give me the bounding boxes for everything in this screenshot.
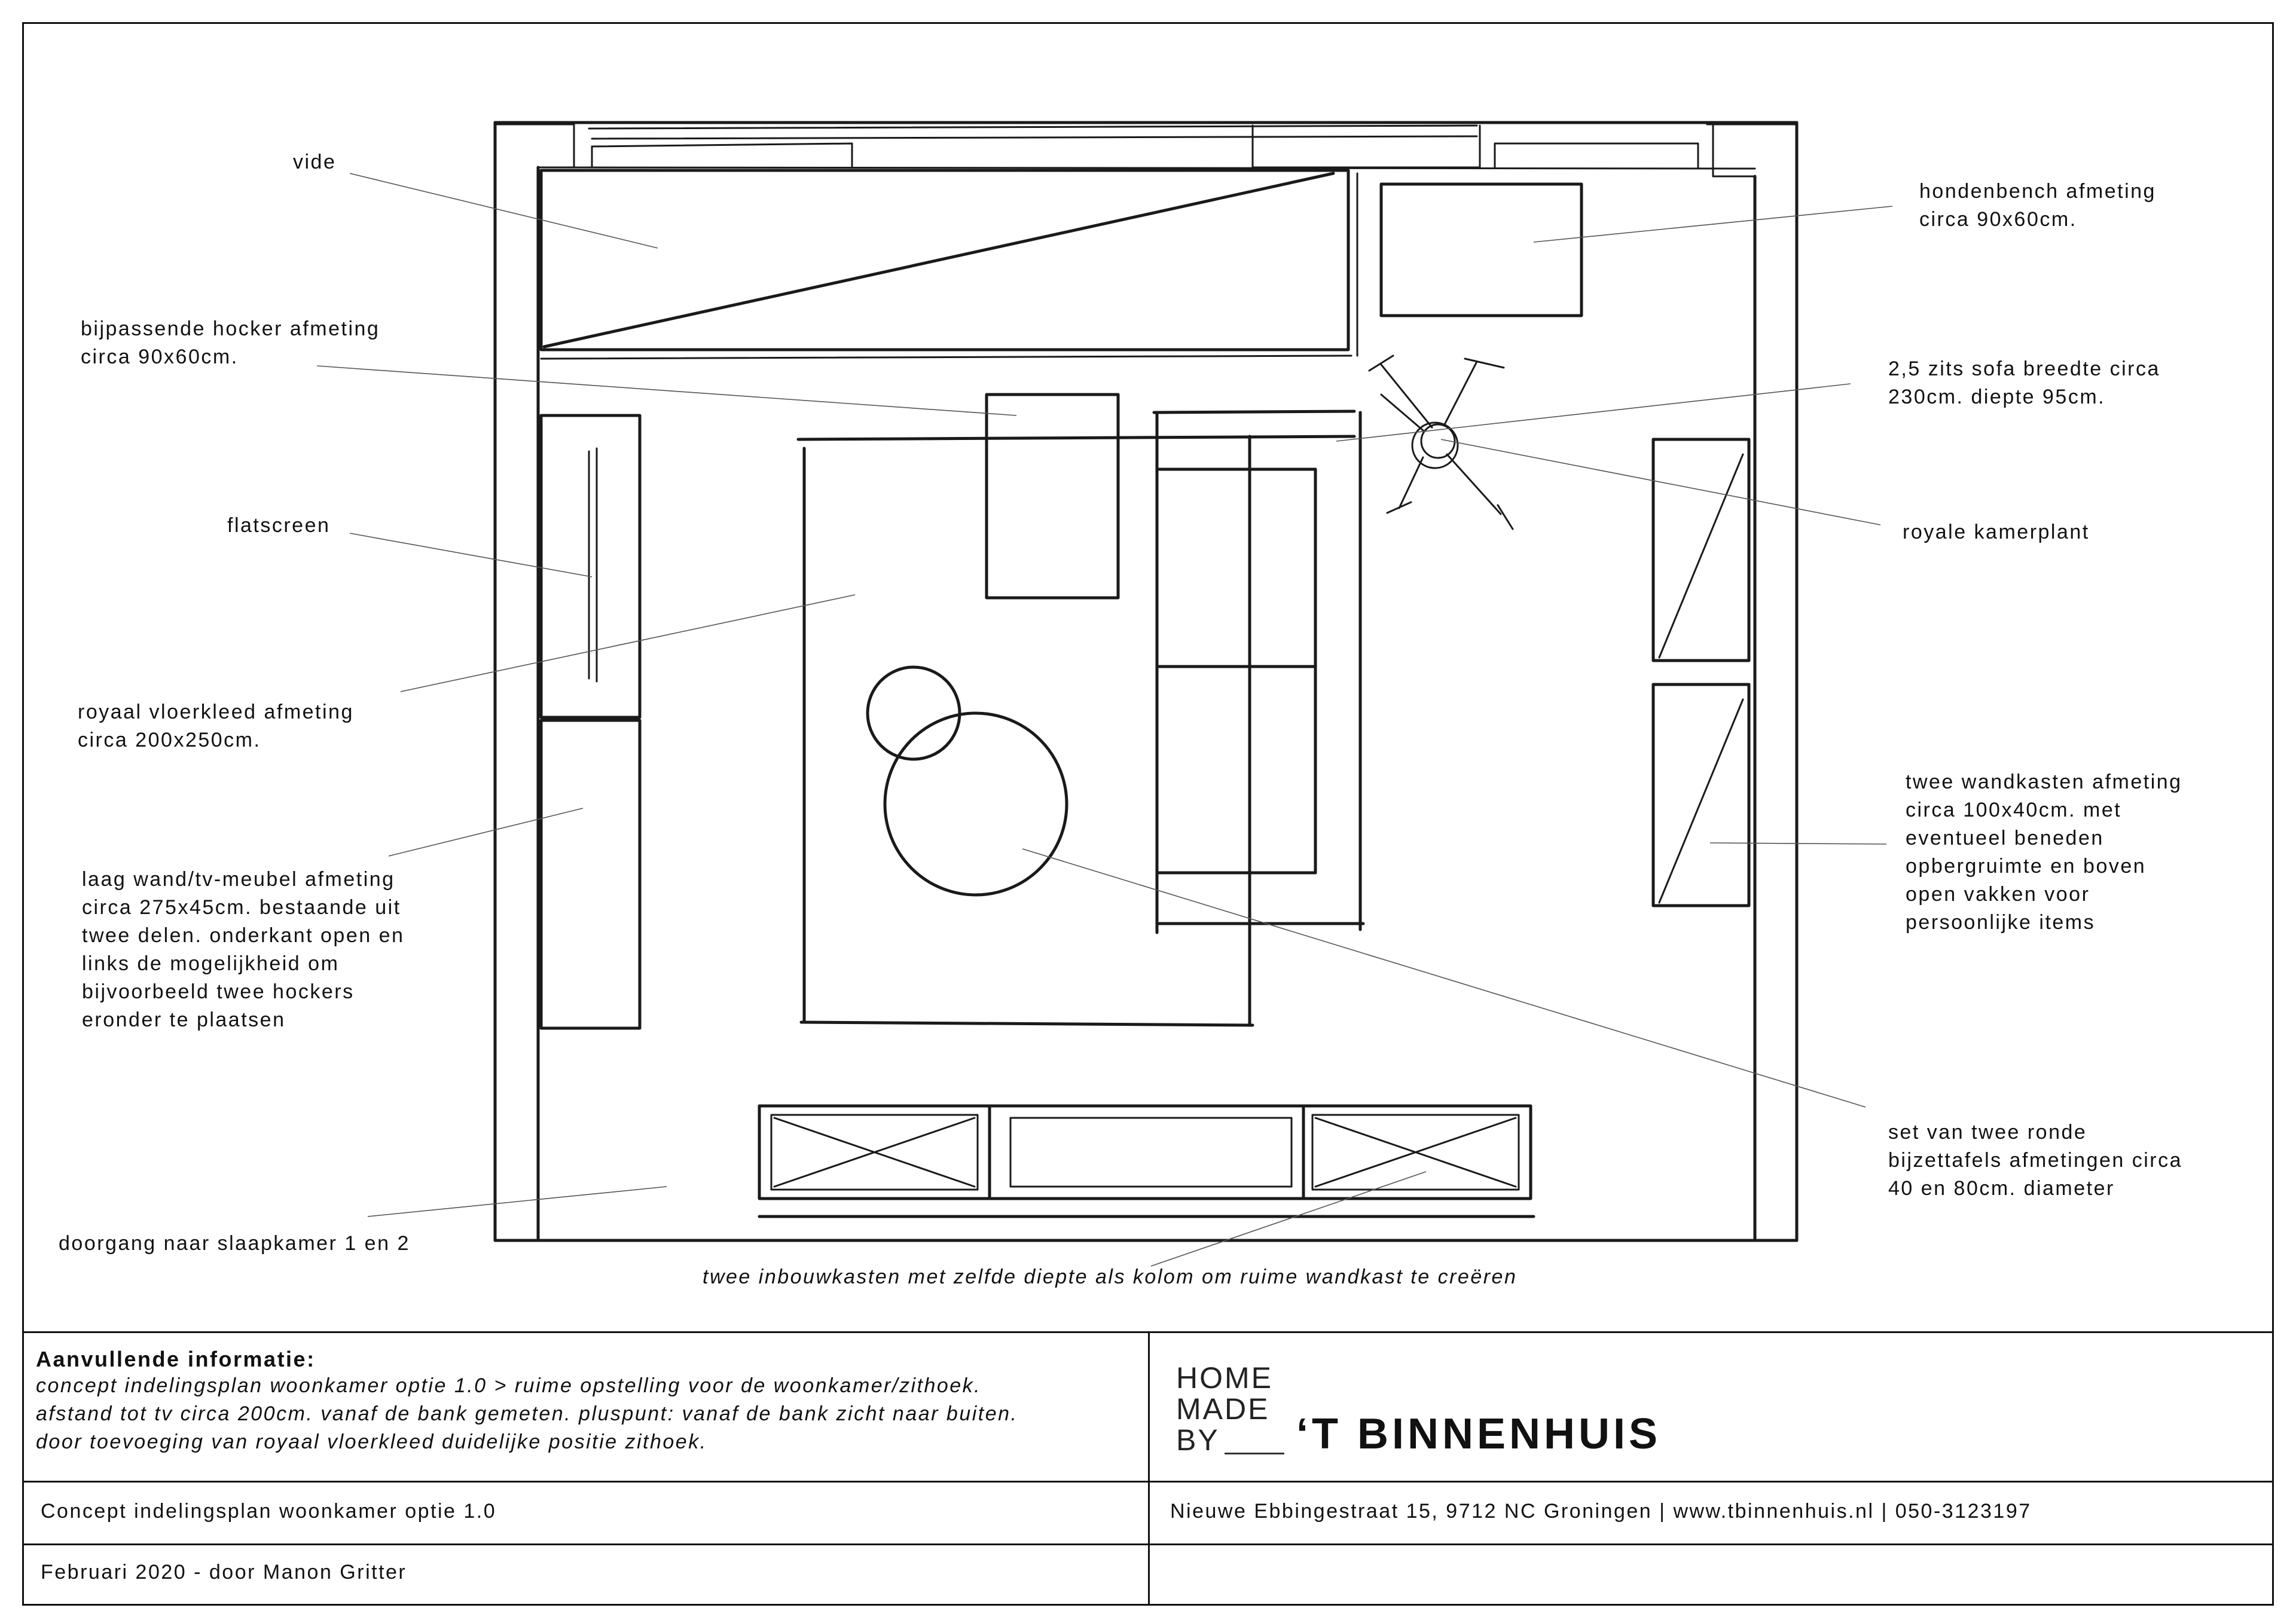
label-hondenbench: hondenbench afmeting circa 90x60cm.: [1919, 180, 2156, 231]
label-flatscreen: flatscreen: [227, 514, 331, 537]
hondenbench: [1381, 184, 1581, 316]
info-title: Aanvullende informatie:: [36, 1347, 316, 1371]
label-kamerplant: royale kamerplant: [1903, 521, 2090, 543]
brand-home: HOME: [1176, 1361, 1273, 1395]
bijzettafel-large: [885, 713, 1067, 895]
label-bijzettafels: set van twee ronde bijzettafels afmetingen circa 40 en 80cm. diameter: [1888, 1121, 2183, 1200]
inbouwkasten: [759, 1106, 1534, 1217]
brand-rule: [1225, 1453, 1284, 1454]
info-lines: concept indelingsplan woonkamer optie 1.0 > ruime opstelling voor de woonkamer/zithoek. afstand tot tv circa 200cm. vanaf de bank gemeten. pluspunt: vanaf de bank zicht naar buiten. door toevoeging van royaal vloerkleed duidelijke positie zithoek.: [36, 1374, 1018, 1453]
hocker: [987, 395, 1118, 598]
label-wandkasten: twee wandkasten afmeting circa 100x40cm. met eventueel beneden opbergruimte en boven open vakken voor persoonlijke items: [1906, 771, 2182, 934]
brand-name: ‘T BINNENHUIS: [1296, 1410, 1662, 1458]
label-inbouwkasten: twee inbouwkasten met zelfde diepte als kolom om ruime wandkast te creëren: [703, 1266, 1518, 1288]
label-hocker: bijpassende hocker afmeting circa 90x60cm.: [81, 317, 380, 368]
sofa: [1154, 411, 1363, 933]
footer-divider-vertical: [1148, 1331, 1150, 1606]
brand-by: BY: [1176, 1423, 1220, 1457]
vloerkleed: [798, 436, 1354, 1025]
label-doorgang: doorgang naar slaapkamer 1 en 2: [59, 1232, 410, 1255]
bijzettafel-small: [868, 667, 960, 759]
label-tv-meubel: laag wand/tv-meubel afmeting circa 275x45cm. bestaande uit twee delen. onderkant open en links de mogelijkheid om bijvoorbeeld twee hockers eronder te plaatsen: [82, 868, 405, 1031]
address: Nieuwe Ebbingestraat 15, 9712 NC Groningen | www.tbinnenhuis.nl | 050-3123197: [1170, 1500, 2032, 1523]
tv-meubel: [541, 415, 640, 1028]
vide-area: [541, 170, 1357, 359]
wandkasten: [1653, 439, 1749, 906]
walls: [495, 123, 1797, 1240]
label-vide: vide: [293, 151, 337, 173]
kamerplant: [1369, 356, 1513, 529]
label-vloerkleed: royaal vloerkleed afmeting circa 200x250cm.: [78, 701, 354, 751]
label-sofa: 2,5 zits sofa breedte circa 230cm. diepte 95cm.: [1888, 357, 2160, 408]
date-author: Februari 2020 - door Manon Gritter: [41, 1561, 407, 1584]
brand-made: MADE: [1176, 1392, 1270, 1426]
plan-title: Concept indelingsplan woonkamer optie 1.0: [41, 1500, 497, 1523]
